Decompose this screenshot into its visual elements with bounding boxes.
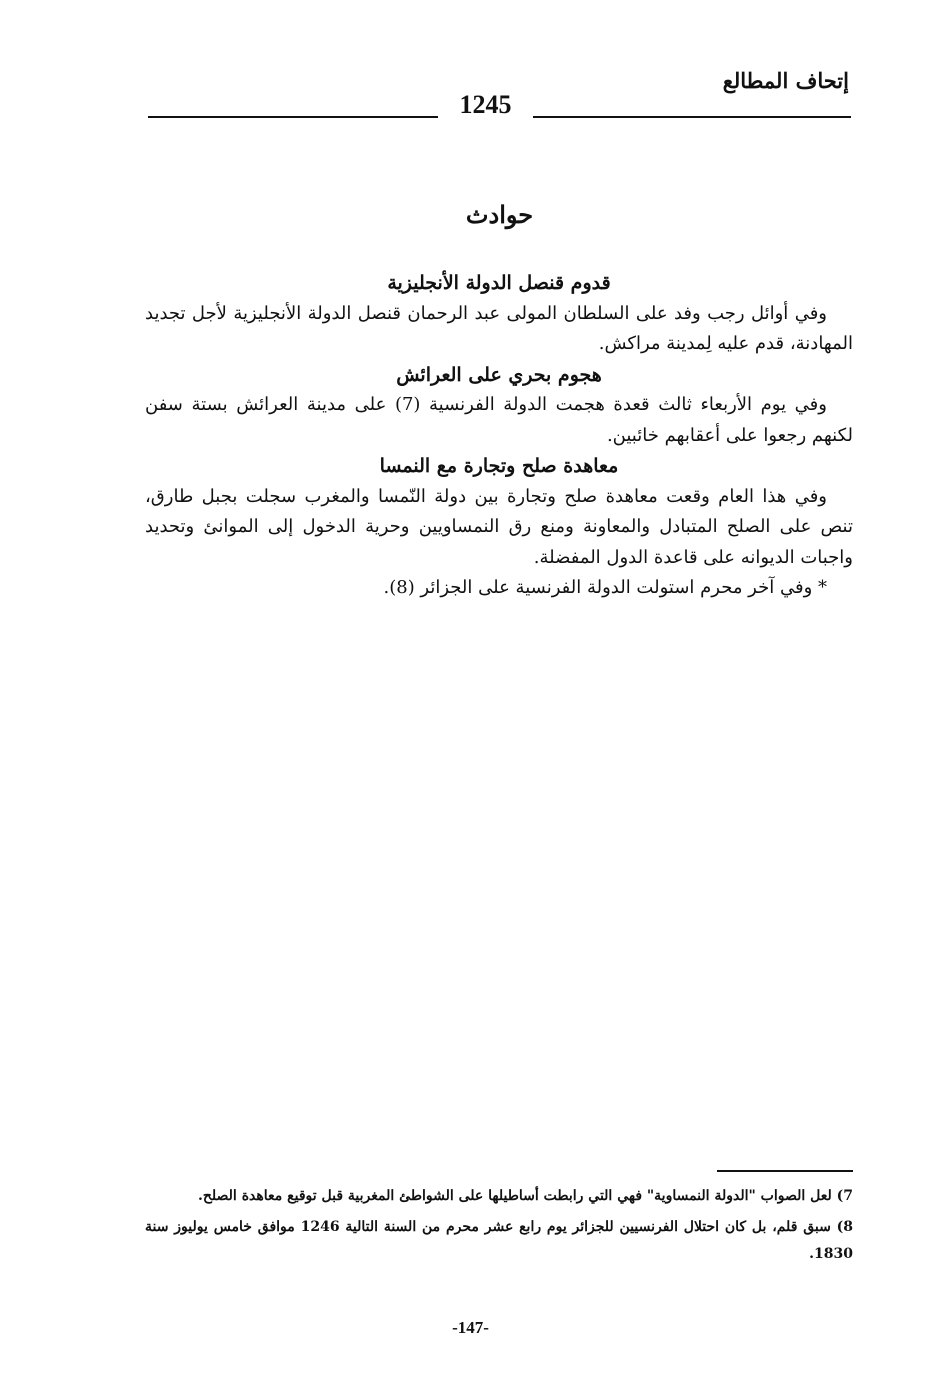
section-heading-naval-attack: هجوم بحري على العرائش — [396, 363, 602, 386]
header-rule-right — [533, 116, 851, 118]
section-heading-consul: قدوم قنصل الدولة الأنجليزية — [387, 272, 611, 294]
header-year: 1245 — [459, 90, 512, 119]
section-text-naval-attack: وفي يوم الأربعاء ثالث قعدة هجمت الدولة الفرنسية (7) على مدينة العرائش بستة سفن لكنهم رجعوا على أعقابهم خائبين. — [145, 394, 853, 446]
header-rule-left — [148, 116, 438, 118]
section-title: حوادث — [465, 200, 534, 229]
footnote-7: 7) لعل الصواب "الدولة النمساوية" فهي التي رابطت أساطيلها على الشواطئ المغربية قبل توقيع معاهدة الصلح. — [197, 1188, 853, 1204]
footnote-rule — [717, 1170, 853, 1172]
section-text-consul: وفي أوائل رجب وفد على السلطان المولى عبد الرحمان قنصل الدولة الأنجليزية لأجل تجديد المهادنة، قدم عليه لِمدينة مراكش. — [145, 302, 853, 354]
page-number: -147- — [452, 1318, 489, 1337]
closing-note: * وفي آخر محرم استولت الدولة الفرنسية على الجزائر (8). — [383, 577, 827, 598]
main-content — [145, 268, 853, 604]
footnote-8: 8) سبق قلم، بل كان احتلال الفرنسيين للجزائر يوم رابع عشر محرم من السنة التالية 1246 موافق خامس يوليوز سنة 1830. — [145, 1219, 854, 1262]
footnotes — [145, 1183, 853, 1272]
section-text-austria-treaty: وفي هذا العام وقعت معاهدة صلح وتجارة بين دولة النّمسا والمغرب سجلت بجبل طارق، تنص على الصلح المتبادل والمعاونة ومنع رق النمساويين وحرية الدخول إلى الموانئ وتحديد واجبات الديوانه على قاعدة الدول المفضلة. — [145, 485, 853, 568]
running-title: إتحاف المطالع — [722, 68, 849, 93]
section-heading-austria-treaty: معاهدة صلح وتجارة مع النمسا — [379, 455, 619, 477]
